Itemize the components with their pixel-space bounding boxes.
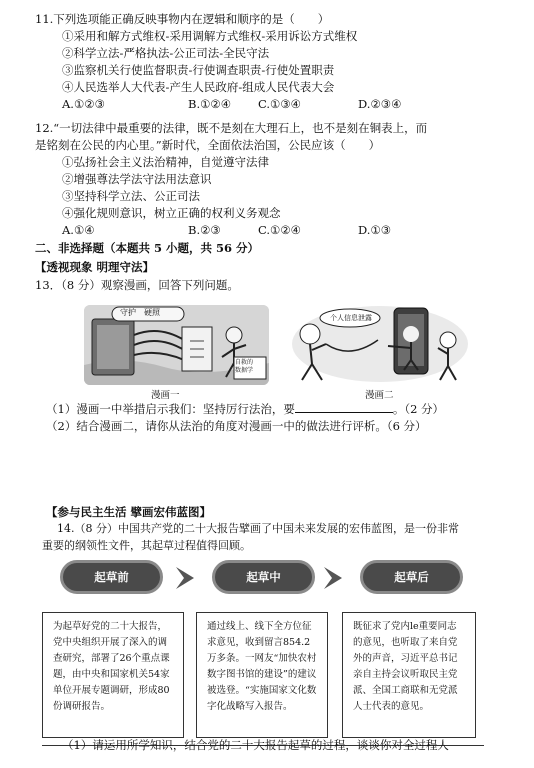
q12-option-4: ④强化规则意识，树立正确的权利义务观念	[62, 206, 281, 220]
q12-choice-b: B.②③	[188, 223, 221, 237]
q12-stem-line1: 12.“一切法律中最重要的法律，既不是刻在大理石上，也不是刻在铜表上，而	[35, 121, 428, 135]
cartoon-two	[290, 300, 470, 384]
q12-choice-c: C.①②④	[258, 223, 301, 237]
chevron-right-icon	[320, 565, 350, 591]
q11-choice-a: A.①②③	[62, 97, 105, 111]
info-box-before-text: 为起草好党的二十大报告，党中央组织开展了深入的调查研究，部署了26个重点课题，由中央和国家机关54家单位开展专题调研，形成80份调研报告。	[53, 621, 170, 712]
q11-choice-b: B.①②④	[188, 97, 232, 111]
q13-subquestion-2: （2）结合漫画二，请你从法治的角度对漫画一中的做法进行评析。（6 分）	[46, 419, 427, 433]
q13-stem: 13．（8 分）观察漫画，回答下列问题。	[35, 278, 239, 292]
q11-option-4: ④人民选举人大代表-产生人民政府-组成人民代表大会	[62, 80, 335, 94]
section-heading: 二、非选择题（本题共 5 小题，共 56 分）	[35, 241, 260, 255]
q14-stem-line1: 14.（8 分）中国共产党的二十大报告擘画了中国未来发展的宏伟蓝图，是一份非常	[57, 522, 459, 535]
q12-option-1: ①弘扬社会主义法治精神，自觉遵守法律	[62, 155, 269, 169]
q12-option-2: ②增强尊法学法守法用法意识	[62, 172, 212, 186]
q12-choice-d: D.①③	[358, 223, 392, 237]
cartoon-two-caption: 漫画二	[365, 390, 394, 401]
cartoon-one-sign: 守护 硬照	[120, 308, 160, 317]
cartoon-two-sign: 个人信息泄露	[330, 314, 372, 322]
cartoon-two-drawing	[290, 300, 470, 384]
q11-choice-c: C.①③④	[258, 97, 301, 111]
cartoon-one-note: 自救的 数据学	[235, 359, 254, 374]
info-box-before	[42, 612, 184, 738]
q12-choice-a: A.①④	[62, 223, 95, 237]
q13-sub1-points: 。（2 分）	[392, 402, 445, 416]
info-box-during	[196, 612, 328, 738]
q11-stem: 11.下列选项能正确反映事物内在逻辑和顺序的是（ ）	[35, 12, 330, 26]
q13-subquestion-1	[46, 402, 444, 416]
topic-heading-2: 【参与民主生活 擘画宏伟蓝图】	[46, 505, 212, 519]
q12-stem-line2: 是铭刻在公民的内心里。”新时代，全面依法治国，公民应该（ ）	[35, 138, 381, 152]
step-before-drafting: 起草前	[60, 560, 163, 594]
info-box-during-text: 通过线上、线下全方位征求意见，收到留言854.2万多条。一网友“加快农村数字图书馆的建设”的建议被选登。“实施国家文化数字化战略写入报告。	[207, 621, 317, 712]
q13-sub1-text: （1）漫画一中举措启示我们：坚持厉行法治，要	[46, 402, 295, 416]
step-after-drafting: 起草后	[360, 560, 463, 594]
cartoon-one-caption: 漫画一	[151, 390, 180, 401]
info-box-after-text: 既征求了党内le重要同志的意见，也听取了来自党外的声音，习近平总书记亲自主持会议听取民主党派、全国工商联和无党派人士代表的意见。	[353, 621, 458, 712]
q14-stem-line2: 重要的纲领性文件，其起草过程值得回顾。	[42, 539, 251, 552]
topic-heading-1: 【透视现象 明理守法】	[35, 260, 155, 274]
chevron-right-icon	[172, 565, 202, 591]
cartoon-one	[84, 305, 269, 385]
q11-option-2: ②科学立法-严格执法-公正司法-全民守法	[62, 46, 270, 60]
step-during-drafting: 起草中	[212, 560, 315, 594]
q12-option-3: ③坚持科学立法、公正司法	[62, 189, 200, 203]
q14-subquestion-1: （1）请运用所学知识，结合党的二十大报告起草的过程，谈谈你对全过程人	[62, 738, 449, 752]
answer-blank[interactable]	[295, 402, 393, 413]
info-box-after	[342, 612, 476, 738]
q11-option-1: ①采用和解方式维权-采用调解方式维权-采用诉讼方式维权	[62, 29, 358, 43]
q11-option-3: ③监察机关行使监督职责-行使调查职责-行使处置职责	[62, 63, 335, 77]
q11-choice-d: D.②③④	[358, 97, 402, 111]
